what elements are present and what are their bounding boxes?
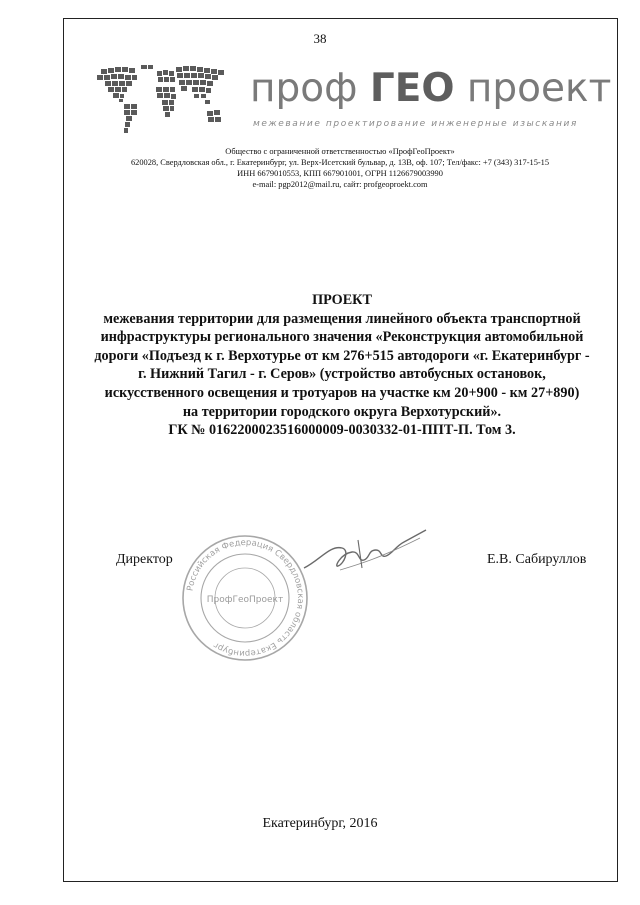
title-line: дороги «Подъезд к г. Верхотурье от км 276+515 автодороги «г. Екатеринбург - [94, 347, 590, 364]
svg-text:ПрофГеоПроект: ПрофГеоПроект [206, 595, 284, 605]
title-line: на территории городского округа Верхотурский». [182, 403, 502, 420]
page-number: 38 [313, 31, 327, 46]
place-and-year: Екатеринбург, 2016 [262, 816, 378, 831]
handwritten-signature-icon [300, 520, 430, 580]
contract-number: ГК № 0162200023516000009-0030332-01-ППТ-П. Том 3. [168, 422, 516, 439]
wordmark-prefix: проф [250, 66, 370, 111]
company-tagline: межевание проектирование инженерные изыскания [253, 119, 578, 129]
wordmark-geo: ГЕО [369, 66, 455, 111]
title-line: межевания территории для размещения линейного объекта транспортной [103, 310, 581, 327]
title-heading: ПРОЕКТ [312, 292, 372, 308]
wordmark-suffix: проект [454, 66, 612, 111]
svg-text:Российская Федерация Свердловс: Российская Федерация Свердловская область Екатеринбург [185, 537, 306, 659]
org-name: Общество с ограниченной ответственностью «ПрофГеоПроект» [225, 147, 455, 156]
director-name: Е.В. Сабируллов [487, 552, 587, 567]
round-seal-icon [170, 520, 320, 670]
title-line: инфраструктуры регионального значения «Реконструкция автомобильной [100, 329, 584, 346]
org-address: 620028, Свердловская обл., г. Екатеринбург, ул. Верх-Исетский бульвар, д. 13В, оф. 107; Тел/факс: +7 (343) 317-15-15 [130, 158, 550, 167]
org-registration: ИНН 6679010553, КПП 667901001, ОГРН 1126679003990 [237, 169, 443, 178]
title-line: искусственного освещения и тротуаров на участке км 20+900 - км 27+890) [104, 384, 580, 401]
director-position-label: Директор [116, 552, 173, 567]
title-line: г. Нижний Тагил - г. Серов» (устройство автобусных остановок, [138, 366, 546, 383]
org-contacts: e-mail: pgp2012@mail.ru, сайт: profgeoproekt.com [252, 180, 428, 189]
